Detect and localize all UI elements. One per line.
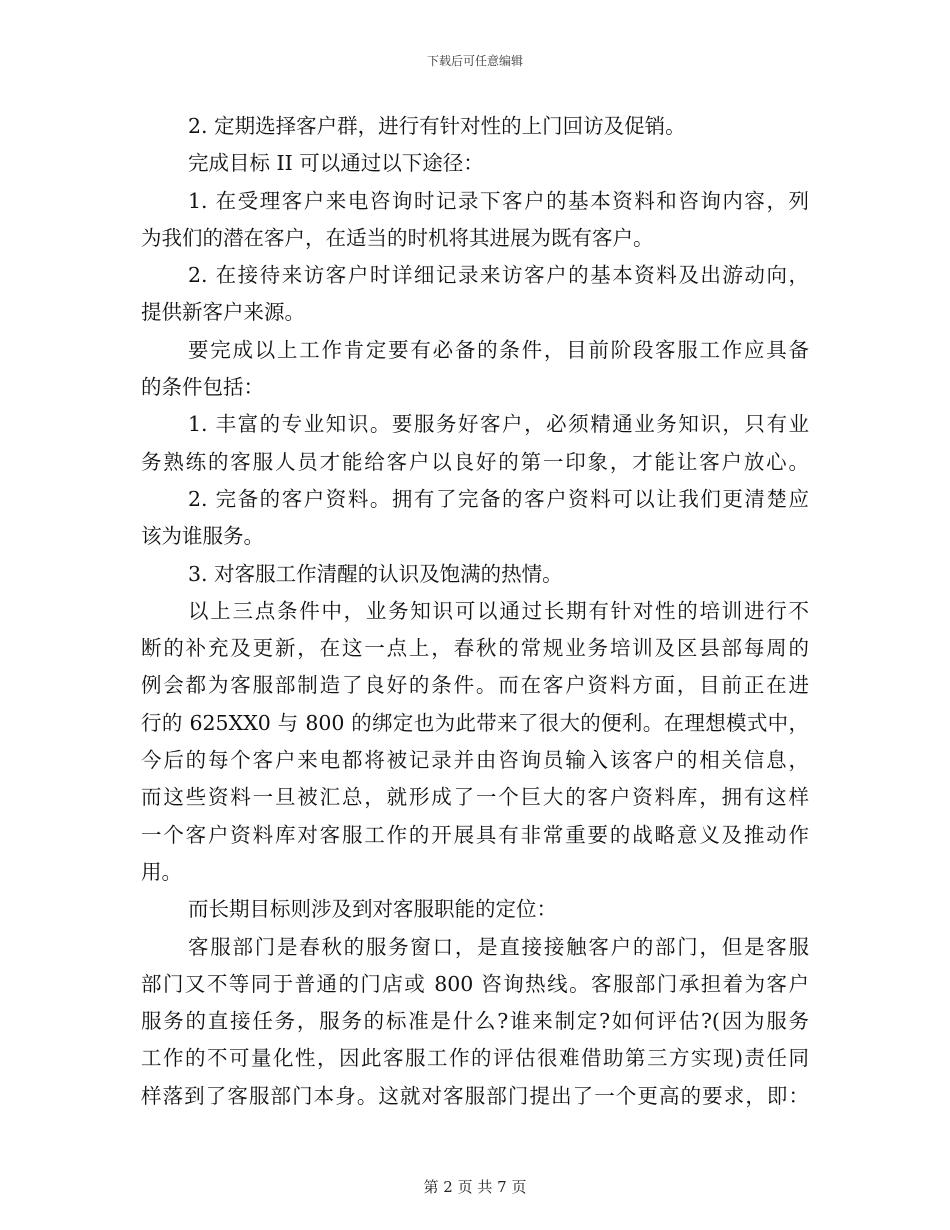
text-line: 而长期目标则涉及到对客服职能的定位： — [188, 897, 557, 922]
text-line: 例会都为客服部制造了良好的条件。而在客户资料方面，目前正在进 — [141, 673, 809, 698]
text-line: 一个客户资料库对客服工作的开展具有非常重要的战略意义及推动作 — [141, 822, 809, 847]
text-line: 提供新客户来源。 — [141, 300, 305, 325]
text-line: 行的 625XX0 与 800 的绑定也为此带来了很大的便利。在理想模式中， — [141, 710, 809, 735]
text-line: 客服部门是春秋的服务窗口，是直接接触客户的部门，但是客服 — [188, 934, 809, 959]
text-line: 而这些资料一旦被汇总，就形成了一个巨大的客户资料库，拥有这样 — [141, 785, 809, 810]
text-line: 1. 在受理客户来电咨询时记录下客户的基本资料和咨询内容，列 — [188, 188, 809, 213]
document-body — [141, 108, 809, 1115]
text-line: 务熟练的客服人员才能给客户以良好的第一印象，才能让客户放心。 — [141, 449, 809, 474]
text-line: 完成目标 II 可以通过以下途径： — [188, 151, 484, 176]
text-line: 2. 完备的客户资料。拥有了完备的客户资料可以让我们更清楚应 — [188, 486, 809, 511]
text-line: 该为谁服务。 — [141, 524, 264, 549]
text-line: 今后的每个客户来电都将被记录并由咨询员输入该客户的相关信息， — [141, 748, 809, 773]
text-line: 部门又不等同于普通的门店或 800 咨询热线。客服部门承担着为客户 — [141, 971, 809, 996]
page-header: 下载后可任意编辑 — [426, 54, 523, 68]
text-line: 以上三点条件中，业务知识可以通过长期有针对性的培训进行不 — [188, 598, 809, 623]
text-line: 为我们的潜在客户，在适当的时机将其进展为既有客户。 — [141, 225, 654, 250]
text-line: 样落到了客服部门本身。这就对客服部门提出了一个更高的要求，即： — [141, 1083, 809, 1108]
text-line: 1. 丰富的专业知识。要服务好客户，必须精通业务知识，只有业 — [188, 412, 809, 437]
text-line: 工作的不可量化性，因此客服工作的评估很难借助第三方实现)责任同 — [141, 1046, 809, 1071]
text-line: 3. 对客服工作清醒的认识及饱满的热情。 — [188, 561, 563, 586]
text-line: 的条件包括： — [141, 375, 264, 400]
text-line: 服务的直接任务，服务的标准是什么?谁来制定?如何评估?(因为服务 — [141, 1009, 809, 1034]
text-line: 2. 定期选择客户群，进行有针对性的上门回访及促销。 — [188, 114, 686, 138]
text-line: 用。 — [141, 859, 182, 884]
text-line: 断的补充及更新，在这一点上，春秋的常规业务培训及区县部每周的 — [141, 636, 809, 661]
text-line: 2. 在接待来访客户时详细记录来访客户的基本资料及出游动向， — [188, 263, 809, 288]
text-line: 要完成以上工作肯定要有必备的条件，目前阶段客服工作应具备 — [188, 337, 809, 362]
page-number-footer: 第 2 页 共 7 页 — [423, 1178, 527, 1196]
